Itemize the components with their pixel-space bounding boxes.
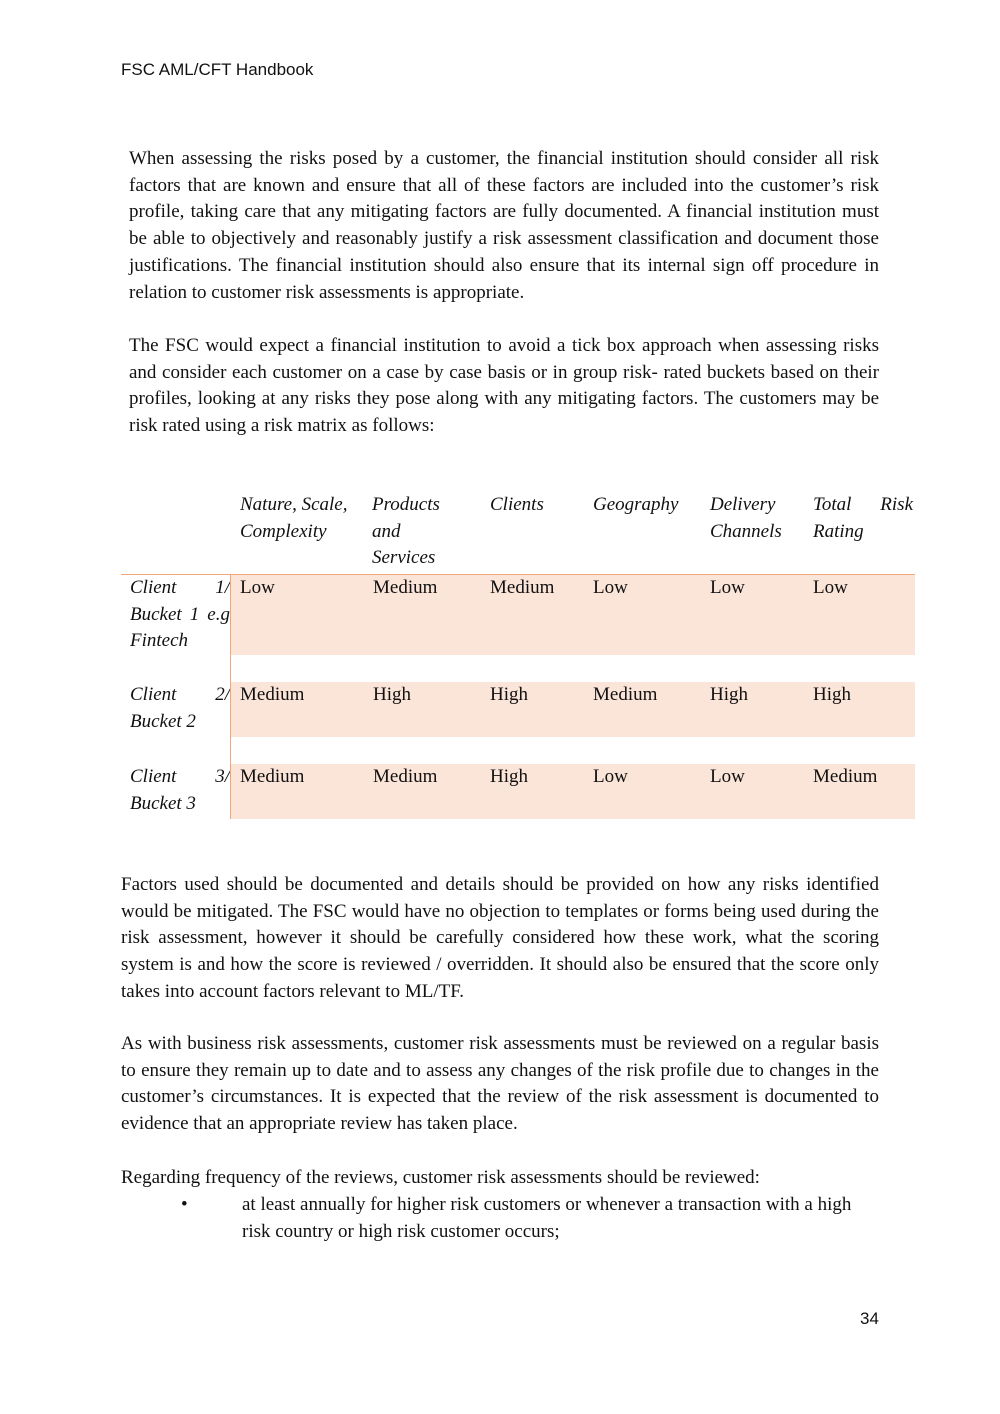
- table-cell: Low: [710, 577, 745, 598]
- spacer-cell: [230, 655, 915, 682]
- header-geography: Geography: [593, 494, 679, 515]
- paragraph-tick-box-approach: The FSC would expect a financial institution to avoid a tick box approach when assessing risks and consider each customer on a case by case basis or in group risk- rated buckets based on their profiles, looking at any risks they pose along with any mitigating factors. The customers may be risk rated using a risk matrix as follows:: [129, 335, 879, 437]
- table-cell: Low: [710, 766, 745, 787]
- row-label: Client 2/ Bucket 2: [130, 684, 230, 732]
- table-row: [121, 682, 915, 737]
- table-cell: Medium: [373, 577, 438, 598]
- table-cell: High: [710, 684, 748, 705]
- table-cell: Low: [240, 577, 275, 598]
- paragraph-factors-documented: Factors used should be documented and details should be provided on how any risks identified would be mitigated. The FSC would have no objection to templates or forms being used during the risk assessment, however it should be carefully considered how these work, what the scoring system is and how the score is reviewed / overridden. It should also be ensured that the score only takes into account factors relevant to ML/TF.: [121, 874, 879, 1002]
- table-cell: Medium: [813, 766, 878, 787]
- row-label: Client 1/ Bucket 1 e.g Fintech: [130, 577, 230, 652]
- table-header-row: [121, 492, 915, 575]
- paragraph-risk-factors: When assessing the risks posed by a customer, the financial institution should consider all risk factors that are known and ensure that all of these factors are included into the customer’s risk profile, taking care that any mitigating factors are fully documented. A financial institution must be able to objectively and reasonably justify a risk assessment classification and document those justifications. The financial institution should also ensure that its internal sign off procedure in relation to customer risk assessments is appropriate.: [129, 148, 879, 303]
- table-row: [121, 575, 915, 655]
- paragraph-review-regularly: As with business risk assessments, customer risk assessments must be reviewed on a regular basis to ensure they remain up to date and to assess any changes of the risk profile due to changes in the customer’s circumstances. It is expected that the review of the risk assessment is documented to evidence that an appropriate review has taken place.: [121, 1033, 879, 1135]
- table-cell: Medium: [593, 684, 658, 705]
- row-cells: [230, 682, 915, 737]
- running-header: FSC AML/CFT Handbook: [121, 60, 314, 79]
- table-cell: Medium: [240, 766, 305, 787]
- table-cell: Medium: [240, 684, 305, 705]
- table-cell: Low: [593, 766, 628, 787]
- table-spacer-row: [121, 737, 915, 764]
- table-cell: Low: [813, 577, 848, 598]
- table-cell: High: [373, 684, 411, 705]
- header-clients: Clients: [490, 494, 544, 515]
- header-total-risk-rating: Total Risk Rating: [813, 494, 913, 542]
- row-label: Client 3/ Bucket 3: [130, 766, 230, 814]
- row-cells: [230, 575, 915, 655]
- table-row: [121, 764, 915, 819]
- bullet-icon: •: [181, 1194, 188, 1215]
- table-cell: High: [813, 684, 851, 705]
- spacer-cell: [230, 737, 915, 764]
- page-number: 34: [860, 1309, 879, 1328]
- table-cell: High: [490, 684, 528, 705]
- table-spacer-row: [121, 655, 915, 682]
- table-cell: Medium: [373, 766, 438, 787]
- row-cells: [230, 764, 915, 819]
- table-cell: Low: [593, 577, 628, 598]
- header-nature-scale-complexity: Nature, Scale, Complexity: [240, 494, 348, 542]
- header-products-services: Products and Services: [372, 494, 440, 569]
- header-delivery-channels: Delivery Channels: [710, 494, 782, 542]
- list-item-text: at least annually for higher risk customers or whenever a transaction with a high risk country or high risk customer occurs;: [242, 1194, 852, 1242]
- table-cell: Medium: [490, 577, 555, 598]
- paragraph-review-frequency: Regarding frequency of the reviews, customer risk assessments should be reviewed:: [121, 1167, 760, 1188]
- table-cell: High: [490, 766, 528, 787]
- risk-matrix-table: [121, 492, 915, 819]
